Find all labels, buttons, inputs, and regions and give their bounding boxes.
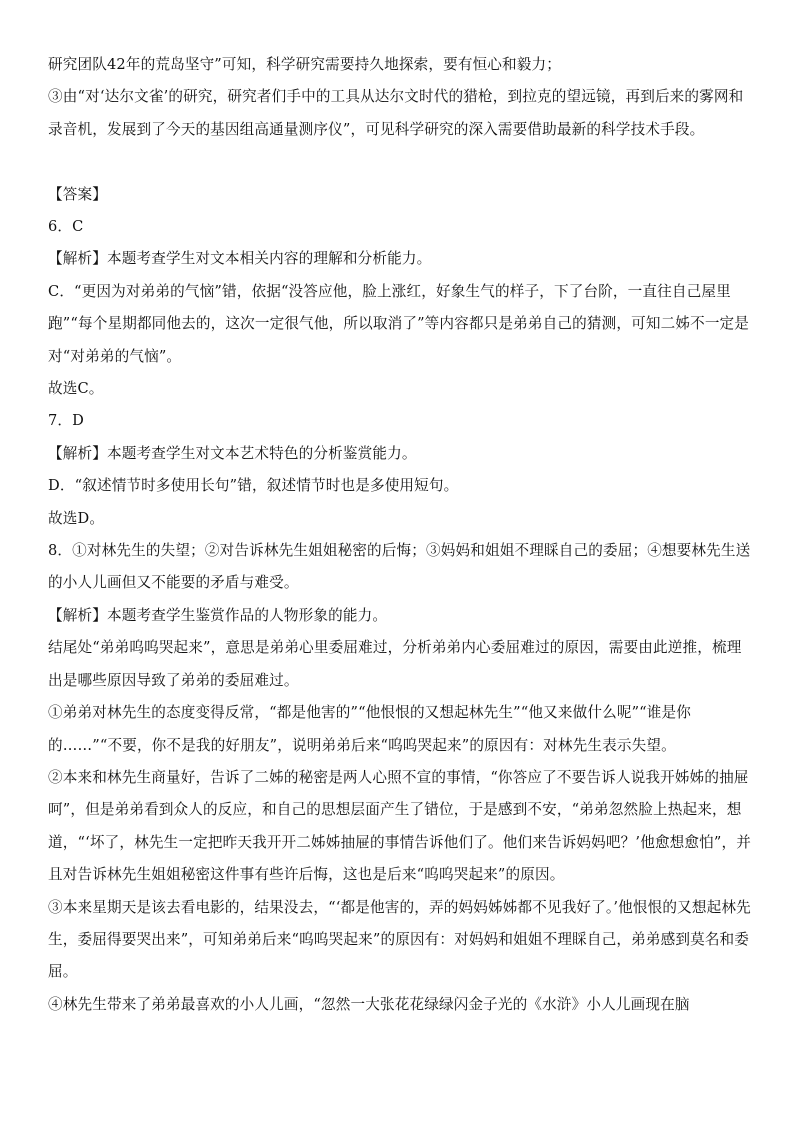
analysis-8-point-3: ③本来星期天是该去看电影的，结果没去，“‘都是他害的，弄的妈妈姊姊都不见我好了。’他恨恨的又想起林先生，委屈得要哭出来”，可知弟弟后来“呜呜哭起来”的原因有：对妈妈和姐姐不理睬自己，弟弟感到莫名和委屈。 [48,898,751,981]
analysis-7-intro: 【解析】本题考查学生对文本艺术特色的分析鉴赏能力。 [48,444,417,462]
answer-heading: 【答案】 [48,185,107,203]
analysis-7-option-d: D．“叙述情节时多使用长句”错，叙述情节时也是多使用短句。 [48,477,459,495]
analysis-8-point-4: ④林先生带来了弟弟最喜欢的小人儿画，“忽然一大张花花绿绿闪金子光的《水浒》小人儿画现在脑 [48,995,690,1013]
answer-7: 7．D [48,412,85,430]
answer-7-choice: 故选D。 [48,509,105,527]
analysis-8-point-1: ①弟弟对林先生的态度变得反常，“都是他害的”“他恨恨的又想起林先生”“他又来做什么呢”“谁是你的……”“不要，你不是我的好朋友”，说明弟弟后来“呜呜哭起来”的原因有：对林先生表示失望。 [48,704,692,754]
analysis-6-option-c: C．“更因为对弟弟的气恼”错，依据“没答应他，脸上涨红，好象生气的样子，下了台阶，一直往自己屋里跑”“每个星期都同他去的，这次一定很气他，所以取消了”等内容都只是弟弟自己的猜测，可知二姊不一定是对“对弟弟的气恼”。 [48,282,750,365]
paragraph-continued-conclusion: 研究团队42年的荒岛坚守”可知，科学研究需要持久地探索，要有恒心和毅力； [48,56,562,73]
document-page [48,49,756,1021]
analysis-8-point-2: ②本来和林先生商量好，告诉了二姊的秘密是两人心照不宣的事情，“你答应了不要告诉人说我开姊姊的抽屉呵”，但是弟弟看到众人的反应，和自己的思想层面产生了错位，于是感到不安，“弟弟忽然脸上热起来，想道，“‘坏了，林先生一定把昨天我开开二姊姊抽屉的事情告诉他们了。他们来告诉妈妈吧？’他愈想愈怕”，并且对告诉林先生姐姐秘密这件事有些许后悔，这也是后来“呜呜哭起来”的原因。 [48,768,752,884]
paragraph-point-3-research-tools: ③由“对‘达尔文雀’的研究，研究者们手中的工具从达尔文时代的猎枪，到拉克的望远镜，再到后来的雾网和录音机，发展到了今天的基因组高通量测序仪”，可见科学研究的深入需要借助最新的科学技术手段。 [48,88,744,138]
blank-line [48,146,756,178]
analysis-8-overview: 结尾处“弟弟呜呜哭起来”，意思是弟弟心里委屈难过，分析弟弟内心委屈难过的原因，需要由此逆推，梳理出是哪些原因导致了弟弟的委屈难过。 [48,639,742,689]
answer-6: 6．C [48,218,84,236]
analysis-6-intro: 【解析】本题考查学生对文本相关内容的理解和分析能力。 [48,250,432,268]
answer-8: 8．①对林先生的失望；②对告诉林先生姐姐秘密的后悔；③妈妈和姐姐不理睬自己的委屈；④想要林先生送的小人儿画但又不能要的矛盾与难受。 [48,542,751,592]
analysis-8-intro: 【解析】本题考查学生鉴赏作品的人物形象的能力。 [48,606,388,624]
answer-6-choice: 故选C。 [48,380,104,398]
